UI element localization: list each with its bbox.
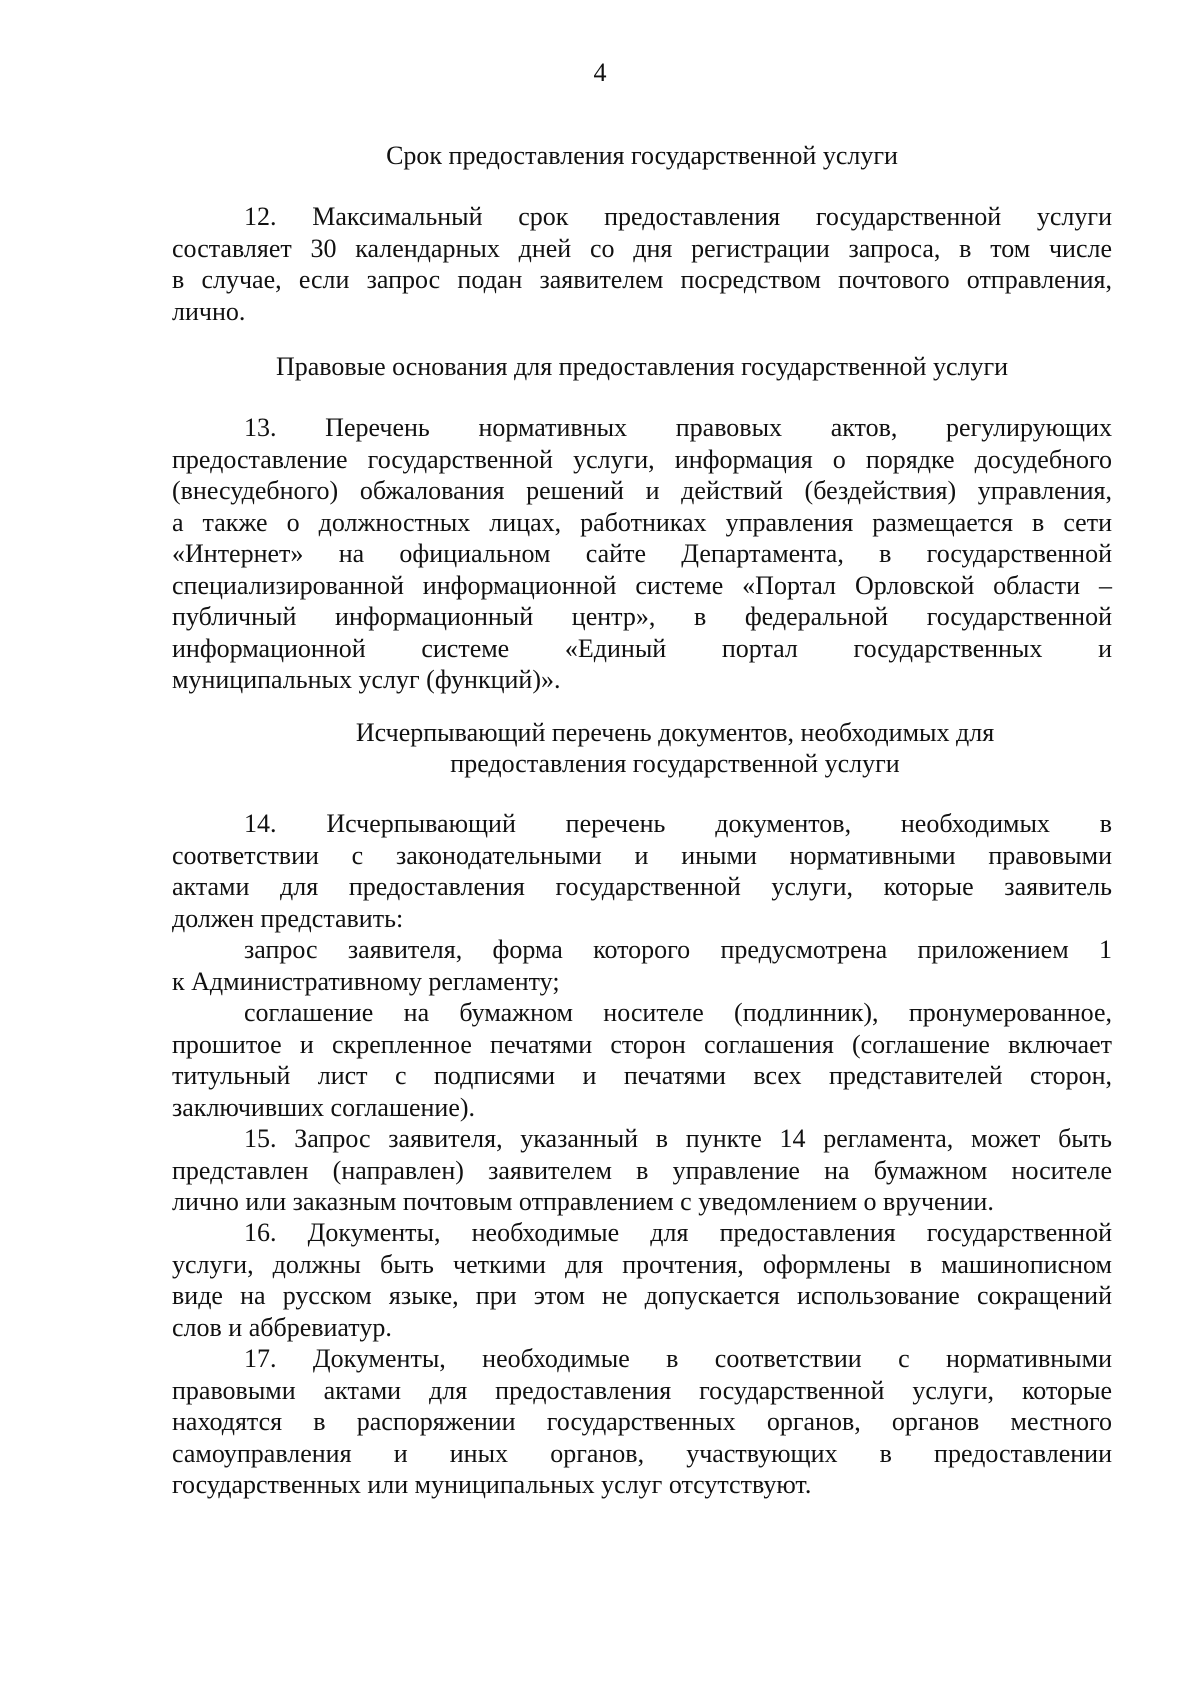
paragraph-line: 13. Перечень нормативных правовых актов, регулирующих <box>244 413 1112 442</box>
paragraph-line: виде на русском языке, при этом не допускается использование сокращений <box>172 1281 1112 1310</box>
paragraph-line: 12. Максимальный срок предоставления государственной услуги <box>244 202 1112 231</box>
section-heading-term: Срок предоставления государственной услуги <box>386 141 898 170</box>
paragraph-line: 16. Документы, необходимые для предоставления государственной <box>244 1218 1112 1247</box>
paragraph-line: специализированной информационной системе «Портал Орловской области – <box>172 570 1112 600</box>
paragraph-line: 15. Запрос заявителя, указанный в пункте 14 регламента, может быть <box>244 1124 1112 1153</box>
paragraph-line: прошитое и скрепленное печатями сторон соглашения (соглашение включает <box>172 1029 1112 1059</box>
paragraph-15 <box>172 1123 1112 1218</box>
paragraph-line: к Административному регламенту; <box>172 966 560 996</box>
paragraph-line: должен представить: <box>172 903 404 933</box>
page-number: 4 <box>593 58 607 87</box>
paragraph-17 <box>172 1343 1112 1501</box>
paragraph-line: самоуправления и иных органов, участвующих в предоставлении <box>172 1438 1112 1468</box>
paragraph-line: соглашение на бумажном носителе (подлинник), пронумерованное, <box>244 998 1112 1027</box>
paragraph-line: правовыми актами для предоставления государственной услуги, которые <box>172 1375 1112 1405</box>
paragraph-line: публичный информационный центр», в федеральной государственной <box>172 602 1112 631</box>
paragraph-line: лично или заказным почтовым отправлением с уведомлением о вручении. <box>172 1187 994 1216</box>
paragraph-line: титульный лист с подписями и печатями всех представителей сторон, <box>172 1061 1112 1090</box>
paragraph-14 <box>172 808 1112 934</box>
paragraph-line: соответствии с законодательными и иными нормативными правовыми <box>172 840 1112 870</box>
paragraph-line: составляет 30 календарных дней со дня регистрации запроса, в том числе <box>172 233 1112 263</box>
paragraph-line: муниципальных услуг (функций)». <box>172 665 561 694</box>
paragraph-line: услуги, должны быть четкими для прочтения, оформлены в машинописном <box>172 1249 1112 1279</box>
paragraph-13 <box>172 412 1112 696</box>
paragraph-line: слов и аббревиатур. <box>172 1312 392 1342</box>
paragraph-line: представлен (направлен) заявителем в управление на бумажном носителе <box>172 1155 1112 1185</box>
section-heading-docs-line2: предоставления государственной услуги <box>450 749 900 778</box>
paragraph-14-item-agreement <box>172 997 1112 1123</box>
paragraph-line: а также о должностных лицах, работниках управления размещается в сети <box>172 507 1112 537</box>
paragraph-12 <box>172 201 1112 327</box>
paragraph-line: заключивших соглашение). <box>172 1092 476 1122</box>
paragraph-line: государственных или муниципальных услуг отсутствуют. <box>172 1470 812 1499</box>
paragraph-line: предоставление государственной услуги, информация о порядке досудебного <box>172 444 1112 474</box>
paragraph-line: в случае, если запрос подан заявителем посредством почтового отправления, <box>172 265 1112 294</box>
paragraph-line: лично. <box>172 296 246 326</box>
paragraph-line: информационной системе «Единый портал государственных и <box>172 633 1112 663</box>
paragraph-line: 14. Исчерпывающий перечень документов, необходимых в <box>244 809 1112 838</box>
paragraph-line: актами для предоставления государственной услуги, которые заявитель <box>172 872 1112 901</box>
paragraph-line: «Интернет» на официальном сайте Департамента, в государственной <box>172 539 1112 568</box>
paragraph-14-item-request <box>172 934 1112 997</box>
paragraph-line: 17. Документы, необходимые в соответствии с нормативными <box>244 1344 1112 1373</box>
paragraph-line: (внесудебного) обжалования решений и действий (бездействия) управления, <box>172 476 1112 505</box>
section-heading-legal: Правовые основания для предоставления государственной услуги <box>275 352 1009 381</box>
paragraph-16 <box>172 1217 1112 1343</box>
paragraph-line: запрос заявителя, форма которого предусмотрена приложением 1 <box>244 935 1112 964</box>
paragraph-line: находятся в распоряжении государственных органов, органов местного <box>172 1407 1112 1436</box>
section-heading-docs-line1: Исчерпывающий перечень документов, необходимых для <box>355 718 995 747</box>
